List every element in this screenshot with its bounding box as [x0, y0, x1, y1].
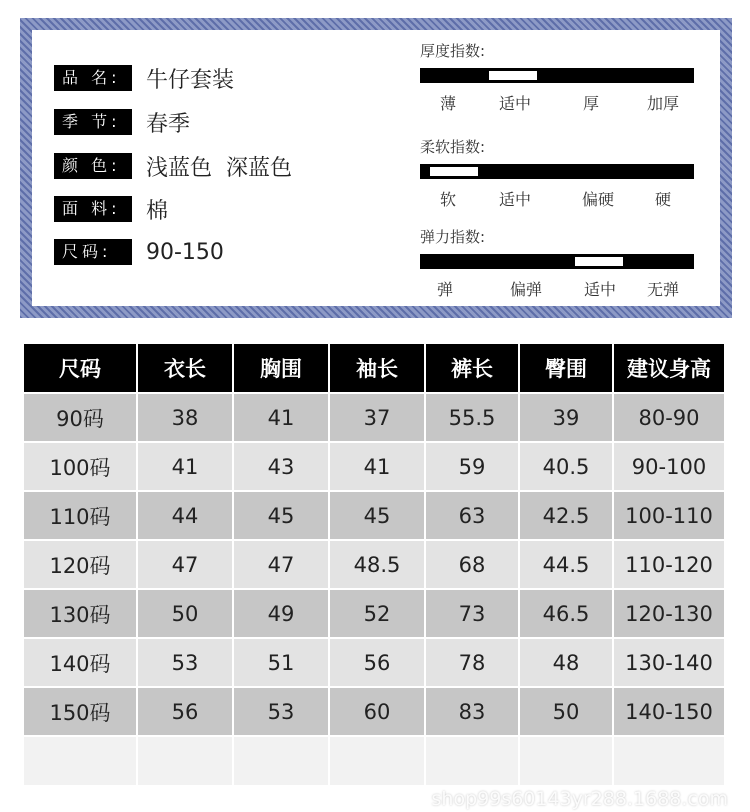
table-cell: 56 [330, 639, 424, 686]
index-level: 加厚 [647, 94, 680, 113]
table-cell: 53 [234, 688, 328, 735]
index-level: 偏硬 [582, 190, 615, 209]
index-level: 薄 [440, 94, 457, 113]
column-header: 衣长 [138, 344, 232, 392]
empty-cell [234, 737, 328, 785]
table-cell: 63 [426, 492, 518, 539]
softness-index-bar [420, 164, 694, 179]
table-cell: 120码 [24, 541, 136, 588]
table-cell: 55.5 [426, 394, 518, 441]
table-cell: 140码 [24, 639, 136, 686]
table-cell: 39 [520, 394, 612, 441]
index-level: 适中 [499, 190, 532, 209]
elasticity-index-levels [420, 277, 700, 301]
table-row [24, 443, 724, 490]
product-info-card [20, 18, 732, 318]
thickness-index-marker [489, 71, 537, 80]
table-cell: 47 [138, 541, 232, 588]
attr-label-size: 尺码: [54, 239, 132, 265]
attr-value-size: 90-150 [146, 239, 224, 265]
table-cell: 130-140 [614, 639, 724, 686]
empty-cell [426, 737, 518, 785]
table-cell: 100码 [24, 443, 136, 490]
thickness-index-bar [420, 68, 694, 83]
attr-row-color [54, 152, 292, 180]
table-cell: 50 [520, 688, 612, 735]
empty-cell [24, 737, 136, 785]
table-cell: 68 [426, 541, 518, 588]
attr-value-fabric: 棉 [146, 198, 169, 224]
table-cell: 42.5 [520, 492, 612, 539]
attr-label-color: 颜 色: [54, 153, 132, 179]
table-cell: 47 [234, 541, 328, 588]
column-header: 袖长 [330, 344, 424, 392]
index-level: 适中 [584, 280, 617, 299]
table-row [24, 688, 724, 735]
softness-index-title: 柔软指数: [420, 138, 486, 156]
table-cell: 110-120 [614, 541, 724, 588]
empty-cell [520, 737, 612, 785]
thickness-index-title: 厚度指数: [420, 42, 486, 60]
table-cell: 48.5 [330, 541, 424, 588]
table-cell: 120-130 [614, 590, 724, 637]
table-cell: 83 [426, 688, 518, 735]
table-cell: 41 [138, 443, 232, 490]
shop-watermark: shop99s60143yr288.1688.com [431, 788, 728, 810]
attr-row-fabric [54, 195, 168, 223]
table-cell: 56 [138, 688, 232, 735]
table-cell: 41 [234, 394, 328, 441]
attr-label-name: 品 名: [54, 65, 132, 91]
attr-label-fabric: 面 料: [54, 196, 132, 222]
table-cell: 49 [234, 590, 328, 637]
attr-value-color-1: 浅蓝色 [146, 155, 213, 181]
column-header: 裤长 [426, 344, 518, 392]
table-cell: 59 [426, 443, 518, 490]
table-cell: 45 [330, 492, 424, 539]
attr-row-name [54, 64, 234, 92]
empty-cell [138, 737, 232, 785]
attr-value-season: 春季 [146, 111, 191, 137]
table-row [24, 541, 724, 588]
table-cell: 100-110 [614, 492, 724, 539]
index-level: 无弹 [647, 280, 680, 299]
attr-label-season: 季 节: [54, 109, 132, 135]
table-cell: 78 [426, 639, 518, 686]
table-cell: 46.5 [520, 590, 612, 637]
table-cell: 37 [330, 394, 424, 441]
empty-cell [614, 737, 724, 785]
table-cell: 38 [138, 394, 232, 441]
size-table [22, 342, 726, 787]
column-header: 建议身高 [614, 344, 724, 392]
column-header: 尺码 [24, 344, 136, 392]
attr-row-season [54, 108, 190, 136]
table-cell: 43 [234, 443, 328, 490]
thickness-index [420, 40, 700, 115]
attr-value-name: 牛仔套装 [146, 67, 235, 93]
table-cell: 51 [234, 639, 328, 686]
thickness-index-levels [420, 91, 700, 115]
elasticity-index-bar [420, 254, 694, 269]
table-cell: 90码 [24, 394, 136, 441]
index-level: 弹 [437, 280, 454, 299]
size-table-header-row [24, 344, 724, 392]
empty-table-row [24, 737, 724, 785]
table-row [24, 492, 724, 539]
softness-index-levels [420, 187, 700, 211]
table-cell: 40.5 [520, 443, 612, 490]
table-cell: 41 [330, 443, 424, 490]
table-cell: 52 [330, 590, 424, 637]
index-level: 适中 [499, 94, 532, 113]
softness-index-marker [430, 167, 478, 176]
elasticity-index [420, 226, 700, 301]
product-info-panel [32, 30, 720, 306]
table-cell: 48 [520, 639, 612, 686]
column-header: 臀围 [520, 344, 612, 392]
table-cell: 73 [426, 590, 518, 637]
table-cell: 44.5 [520, 541, 612, 588]
table-row [24, 639, 724, 686]
index-level: 硬 [655, 190, 672, 209]
index-level: 软 [440, 190, 457, 209]
softness-index [420, 136, 700, 211]
table-cell: 53 [138, 639, 232, 686]
table-cell: 90-100 [614, 443, 724, 490]
elasticity-index-title: 弹力指数: [420, 228, 486, 246]
table-cell: 130码 [24, 590, 136, 637]
table-cell: 44 [138, 492, 232, 539]
table-row [24, 394, 724, 441]
index-level: 偏弹 [510, 280, 543, 299]
attr-value-color-2: 深蓝色 [226, 155, 293, 181]
table-cell: 50 [138, 590, 232, 637]
empty-cell [330, 737, 424, 785]
table-cell: 150码 [24, 688, 136, 735]
table-cell: 60 [330, 688, 424, 735]
attr-row-size [54, 238, 224, 266]
table-cell: 80-90 [614, 394, 724, 441]
table-cell: 45 [234, 492, 328, 539]
table-cell: 110码 [24, 492, 136, 539]
table-row [24, 590, 724, 637]
table-cell: 140-150 [614, 688, 724, 735]
index-level: 厚 [583, 94, 600, 113]
column-header: 胸围 [234, 344, 328, 392]
elasticity-index-marker [575, 257, 623, 266]
